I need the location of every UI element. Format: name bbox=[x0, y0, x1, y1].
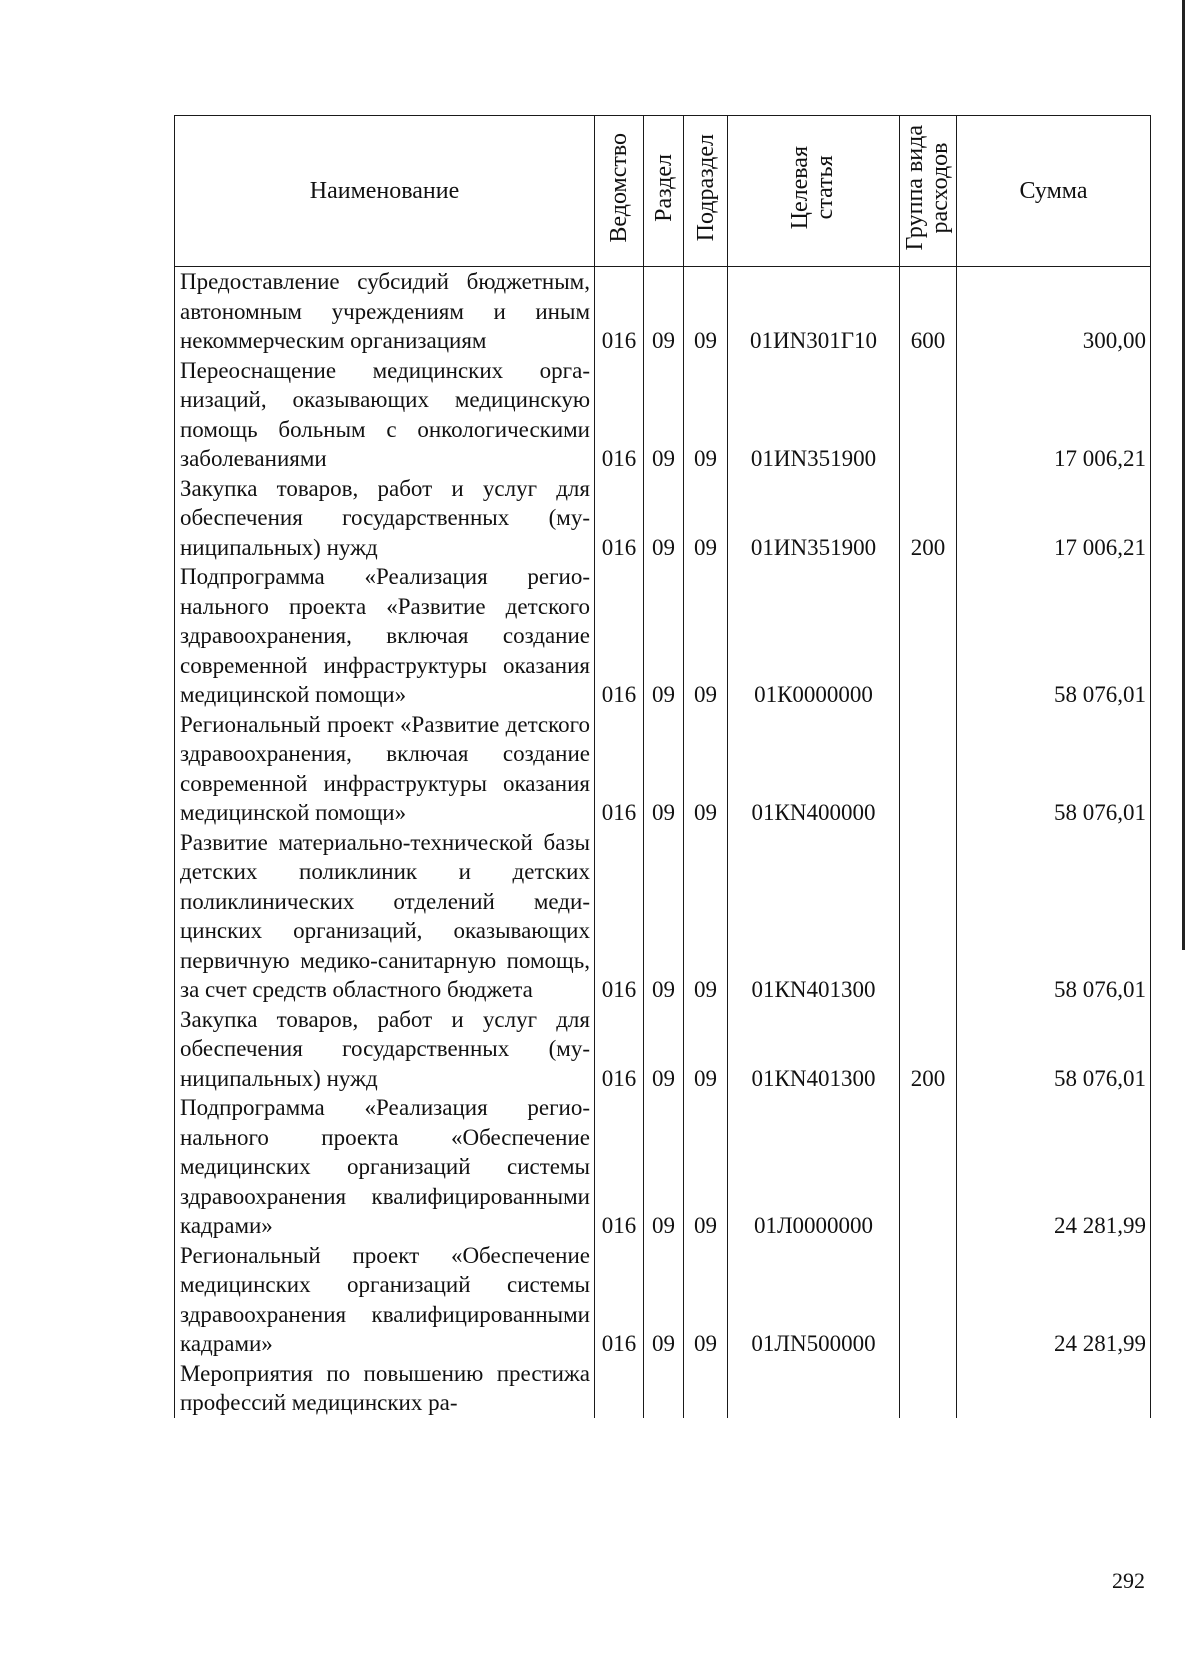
cell-gruppa bbox=[900, 1241, 957, 1359]
cell-vedomstvo: 016 bbox=[595, 267, 644, 356]
cell-gruppa bbox=[900, 1359, 957, 1418]
cell-vedomstvo bbox=[595, 1359, 644, 1418]
cell-summa: 17 006,21 bbox=[957, 474, 1151, 563]
cell-vedomstvo: 016 bbox=[595, 562, 644, 710]
cell-name: Закупка товаров, работ и услуг для обеспечения государственных (муниципальных) нужд bbox=[175, 1005, 595, 1094]
cell-podrazdel: 09 bbox=[684, 474, 728, 563]
header-razdel: Раздел bbox=[644, 116, 684, 267]
table-row bbox=[175, 267, 1151, 356]
table-row bbox=[175, 1241, 1151, 1359]
header-podrazdel: Подраздел bbox=[684, 116, 728, 267]
cell-razdel: 09 bbox=[644, 474, 684, 563]
cell-name: Закупка товаров, работ и услуг для обеспечения государственных (муниципальных) нужд bbox=[175, 474, 595, 563]
cell-razdel: 09 bbox=[644, 828, 684, 1005]
cell-tselevaya-statya: 01Л0000000 bbox=[728, 1093, 900, 1241]
cell-tselevaya-statya: 01К0000000 bbox=[728, 562, 900, 710]
cell-podrazdel: 09 bbox=[684, 1093, 728, 1241]
cell-vedomstvo: 016 bbox=[595, 356, 644, 474]
cell-podrazdel: 09 bbox=[684, 267, 728, 356]
table-row bbox=[175, 562, 1151, 710]
cell-tselevaya-statya: 01КN401300 bbox=[728, 1005, 900, 1094]
cell-tselevaya-statya bbox=[728, 1359, 900, 1418]
cell-razdel: 09 bbox=[644, 356, 684, 474]
cell-summa: 58 076,01 bbox=[957, 828, 1151, 1005]
cell-razdel: 09 bbox=[644, 1093, 684, 1241]
table-row bbox=[175, 1005, 1151, 1094]
cell-tselevaya-statya: 01КN400000 bbox=[728, 710, 900, 828]
cell-summa: 24 281,99 bbox=[957, 1093, 1151, 1241]
cell-name: Переоснащение медицинских организаций, оказывающих медицинскую помощь больным с онкологическими заболеваниями bbox=[175, 356, 595, 474]
cell-razdel: 09 bbox=[644, 1241, 684, 1359]
cell-summa: 58 076,01 bbox=[957, 710, 1151, 828]
cell-summa: 17 006,21 bbox=[957, 356, 1151, 474]
header-summa: Сумма bbox=[957, 116, 1151, 267]
cell-tselevaya-statya: 01ИN351900 bbox=[728, 474, 900, 563]
cell-name: Подпрограмма «Реализация регионального проекта «Развитие детского здравоохранения, включая создание современной инфраструктуры оказания медицинской помощи» bbox=[175, 562, 595, 710]
page-edge-rule bbox=[1182, 0, 1185, 950]
cell-podrazdel: 09 bbox=[684, 1005, 728, 1094]
cell-podrazdel: 09 bbox=[684, 828, 728, 1005]
cell-tselevaya-statya: 01КN401300 bbox=[728, 828, 900, 1005]
cell-summa: 300,00 bbox=[957, 267, 1151, 356]
table-row bbox=[175, 474, 1151, 563]
cell-name: Подпрограмма «Реализация регионального проекта «Обеспечение медицинских организаций системы здравоохранения квалифицированными кадрами» bbox=[175, 1093, 595, 1241]
cell-vedomstvo: 016 bbox=[595, 1093, 644, 1241]
cell-gruppa: 600 bbox=[900, 267, 957, 356]
table-row bbox=[175, 356, 1151, 474]
cell-name: Региональный проект «Развитие детского здравоохранения, включая создание современной инфраструктуры оказания медицинской помощи» bbox=[175, 710, 595, 828]
table-row bbox=[175, 1093, 1151, 1241]
cell-summa: 24 281,99 bbox=[957, 1241, 1151, 1359]
header-name: Наименование bbox=[175, 116, 595, 267]
cell-podrazdel: 09 bbox=[684, 356, 728, 474]
cell-gruppa bbox=[900, 710, 957, 828]
cell-tselevaya-statya: 01ИN301Г10 bbox=[728, 267, 900, 356]
cell-podrazdel: 09 bbox=[684, 562, 728, 710]
cell-gruppa bbox=[900, 562, 957, 710]
cell-name: Развитие материально-технической базы детских поликлиник и детских поликлинических отделений медицинских организаций, оказывающих первичную медико-санитарную помощь, за счет средств областного бюджета bbox=[175, 828, 595, 1005]
cell-gruppa: 200 bbox=[900, 474, 957, 563]
table-row bbox=[175, 710, 1151, 828]
cell-vedomstvo: 016 bbox=[595, 710, 644, 828]
cell-podrazdel: 09 bbox=[684, 710, 728, 828]
cell-gruppa: 200 bbox=[900, 1005, 957, 1094]
cell-vedomstvo: 016 bbox=[595, 1241, 644, 1359]
cell-gruppa bbox=[900, 828, 957, 1005]
budget-table bbox=[174, 115, 1151, 1418]
page-number: 292 bbox=[1112, 1568, 1145, 1593]
cell-gruppa bbox=[900, 1093, 957, 1241]
cell-vedomstvo: 016 bbox=[595, 1005, 644, 1094]
cell-razdel bbox=[644, 1359, 684, 1418]
cell-razdel: 09 bbox=[644, 562, 684, 710]
cell-vedomstvo: 016 bbox=[595, 474, 644, 563]
cell-name: Мероприятия по повышению престижа профессий медицинских ра- bbox=[175, 1359, 595, 1418]
header-gruppa-vida-raskhodov: Группа вида расходов bbox=[900, 116, 957, 267]
table-header-row bbox=[175, 116, 1151, 267]
cell-tselevaya-statya: 01ЛN500000 bbox=[728, 1241, 900, 1359]
cell-summa: 58 076,01 bbox=[957, 562, 1151, 710]
cell-summa: 58 076,01 bbox=[957, 1005, 1151, 1094]
cell-name: Региональный проект «Обеспечение медицинских организаций системы здравоохранения квалифицированными кадрами» bbox=[175, 1241, 595, 1359]
header-vedomstvo: Ведомство bbox=[595, 116, 644, 267]
cell-razdel: 09 bbox=[644, 267, 684, 356]
cell-name: Предоставление субсидий бюджетным, автономным учреждениям и иным некоммерческим организациям bbox=[175, 267, 595, 356]
cell-razdel: 09 bbox=[644, 1005, 684, 1094]
header-tselevaya-statya: Целевая статья bbox=[728, 116, 900, 267]
table-row bbox=[175, 828, 1151, 1005]
table-body bbox=[175, 267, 1151, 1418]
table-row bbox=[175, 1359, 1151, 1418]
cell-podrazdel bbox=[684, 1359, 728, 1418]
cell-vedomstvo: 016 bbox=[595, 828, 644, 1005]
cell-gruppa bbox=[900, 356, 957, 474]
cell-tselevaya-statya: 01ИN351900 bbox=[728, 356, 900, 474]
cell-podrazdel: 09 bbox=[684, 1241, 728, 1359]
cell-razdel: 09 bbox=[644, 710, 684, 828]
cell-summa bbox=[957, 1359, 1151, 1418]
